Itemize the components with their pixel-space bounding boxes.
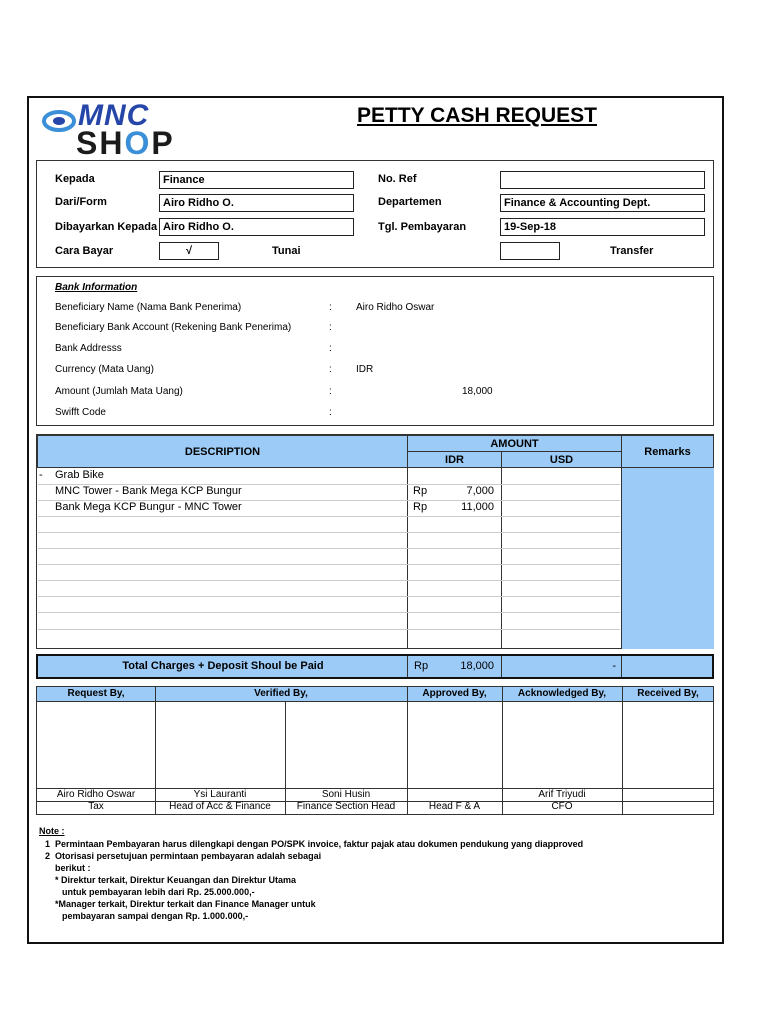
dibayarkan-label: Dibayarkan Kepada (55, 221, 158, 233)
noref-field[interactable] (500, 171, 705, 189)
mnc-shop-logo (40, 99, 220, 161)
kepada-label: Kepada (55, 173, 95, 185)
row-divider (38, 629, 620, 630)
remarks-header: Remarks (621, 435, 714, 468)
usd-column-divider (501, 468, 502, 649)
row-currency: Rp (413, 501, 428, 513)
departemen-label: Departemen (378, 196, 442, 208)
dibayarkan-field[interactable]: Airo Ridho O. (159, 218, 354, 236)
dari-field[interactable]: Airo Ridho O. (159, 194, 354, 212)
bank-row-colon: : (329, 407, 332, 418)
logo-shop-part-b: P (151, 125, 175, 161)
row-idr: 11,000 (461, 501, 494, 513)
dari-label: Dari/Form (55, 196, 107, 208)
signer-name: Arif Triyudi (538, 789, 586, 800)
cara-bayar-label: Cara Bayar (55, 245, 114, 257)
signer-title: Head of Acc & Finance (169, 801, 271, 812)
bank-row-colon: : (329, 386, 332, 397)
note-text: pembayaran sampai dengan Rp. 1.000.000,- (62, 911, 249, 921)
signer-name: Ysi Lauranti (193, 789, 247, 800)
total-usd: - (612, 660, 616, 672)
bank-row-label: Bank Addresss (55, 343, 122, 354)
row-description: Bank Mega KCP Bungur - MNC Tower (55, 501, 242, 513)
row-description: Grab Bike (55, 469, 104, 481)
total-divider-1 (407, 656, 408, 677)
departemen-field[interactable]: Finance & Accounting Dept. (500, 194, 705, 212)
description-table (36, 434, 714, 649)
tgl-field[interactable]: 19-Sep-18 (500, 218, 705, 236)
row-divider (38, 532, 620, 533)
signer-title: Finance Section Head (296, 801, 396, 812)
row-idr: 7,000 (466, 485, 494, 497)
total-divider-3 (621, 656, 622, 677)
note-text: * Direktur terkait, Direktur Keuangan dan Direktur Utama (55, 875, 297, 885)
row-description: MNC Tower - Bank Mega KCP Bungur (55, 485, 242, 497)
row-divider (38, 516, 620, 517)
row-bullet: - (39, 469, 43, 481)
signature-table (36, 686, 714, 815)
approved-by-header: Approved By, (422, 688, 487, 699)
note-number: 2 (45, 851, 51, 861)
bank-row-label: Amount (Jumlah Mata Uang) (55, 386, 183, 397)
transfer-label: Transfer (610, 245, 654, 257)
tunai-checkbox[interactable]: √ (159, 242, 219, 260)
mnc-ring-icon (42, 109, 76, 133)
usd-header: USD (501, 451, 622, 468)
remarks-column (622, 468, 714, 649)
amount-header: AMOUNT (407, 435, 622, 452)
bank-row-value: IDR (356, 364, 374, 375)
acknowledged-by-header: Acknowledged By, (517, 688, 607, 699)
note-title: Note : (39, 826, 65, 836)
document-title: PETTY CASH REQUEST (357, 104, 597, 127)
sig-col-divider (407, 687, 408, 814)
logo-mnc-text: MNC (78, 99, 150, 132)
tgl-label: Tgl. Pembayaran (378, 221, 467, 233)
total-divider-2 (501, 656, 502, 677)
bank-row-value: Airo Ridho Oswar (356, 302, 435, 313)
signer-title: Head F & A (428, 801, 481, 812)
bank-info-title: Bank Information (55, 282, 138, 293)
row-divider (38, 596, 620, 597)
bank-row-value: 18,000 (462, 386, 493, 397)
tunai-label: Tunai (272, 245, 301, 257)
signer-name: Airo Ridho Oswar (56, 789, 136, 800)
note-text: untuk pembayaran lebih dari Rp. 25.000.000,- (62, 887, 255, 897)
note-text: Permintaan Pembayaran harus dilengkapi dengan PO/SPK invoice, faktur pajak atau dokumen pendukung yang diapproved (55, 839, 584, 849)
row-divider (38, 548, 620, 549)
idr-header: IDR (407, 451, 502, 468)
signer-title: CFO (551, 801, 573, 812)
bank-information-section (36, 276, 714, 426)
total-idr: 18,000 (460, 660, 494, 672)
bank-row-colon: : (329, 302, 332, 313)
bank-row-colon: : (329, 364, 332, 375)
bank-row-colon: : (329, 343, 332, 354)
verified-by-header: Verified By, (254, 688, 308, 699)
kepada-field[interactable]: Finance (159, 171, 354, 189)
received-by-header: Received By, (637, 688, 699, 699)
row-currency: Rp (413, 485, 428, 497)
row-divider (38, 612, 620, 613)
row-divider (38, 564, 620, 565)
bank-row-label: Beneficiary Name (Nama Bank Penerima) (55, 302, 242, 313)
row-divider (38, 580, 620, 581)
transfer-checkbox[interactable] (500, 242, 560, 260)
idr-column-divider (407, 468, 408, 649)
noref-label: No. Ref (378, 173, 417, 185)
note-text: Otorisasi persetujuan permintaan pembayaran adalah sebagai (55, 851, 322, 861)
logo-o-ring: O (124, 125, 152, 161)
total-label: Total Charges + Deposit Shoul be Paid (122, 660, 324, 672)
bank-row-label: Currency (Mata Uang) (55, 364, 154, 375)
note-text: *Manager terkait, Direktur terkait dan Finance Manager untuk (55, 899, 316, 909)
bank-row-label: Swifft Code (55, 407, 106, 418)
remarks-column-divider (621, 468, 622, 649)
logo-shop-text (76, 125, 175, 162)
total-currency: Rp (414, 660, 429, 672)
logo-shop-part-a: SH (76, 125, 125, 161)
total-row (36, 654, 714, 679)
signer-name: Soni Husin (321, 789, 371, 800)
sig-col-divider (622, 687, 623, 814)
note-text: berikut : (55, 863, 91, 873)
signer-title: Tax (88, 801, 104, 812)
description-header: DESCRIPTION (37, 435, 408, 468)
note-number: 1 (45, 839, 51, 849)
request-by-header: Request By, (67, 688, 125, 699)
bank-row-label: Beneficiary Bank Account (Rekening Bank Penerima) (55, 322, 292, 333)
bank-row-colon: : (329, 322, 332, 333)
